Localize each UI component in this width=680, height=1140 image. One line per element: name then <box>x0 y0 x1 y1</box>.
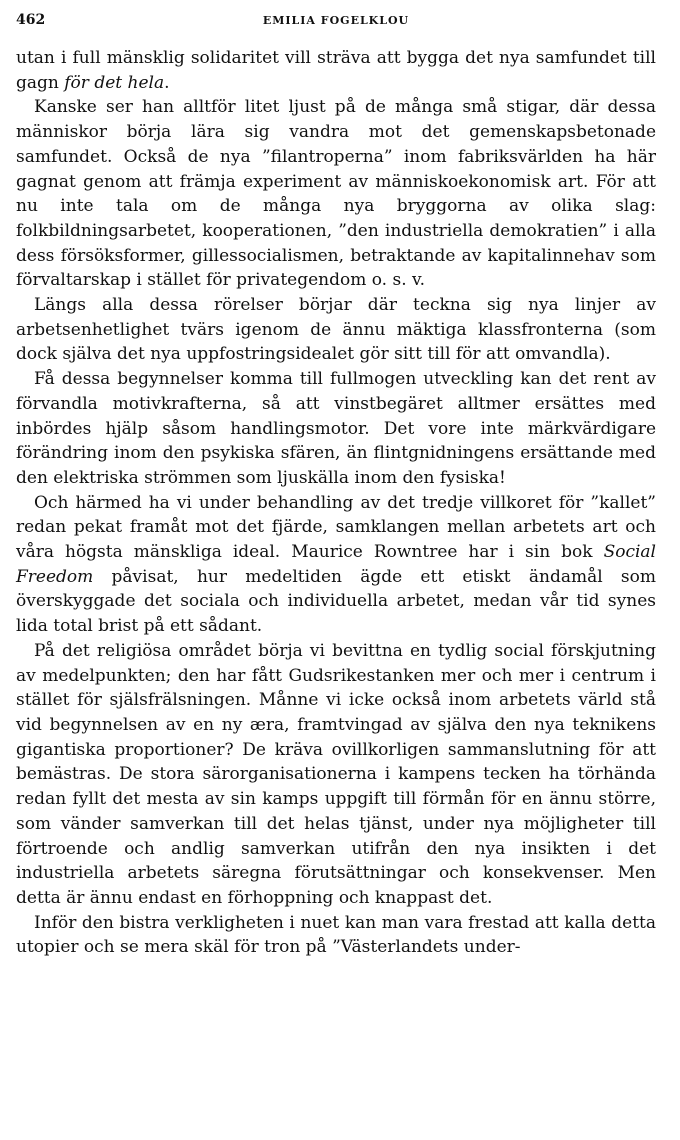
paragraph-5-end: påvisat, hur medeltiden ägde ett etiskt ändamål som överskyggade det sociala och individuella arbetet, medan vår tid synes lida total brist på ett sådant. <box>16 566 656 637</box>
paragraph-7: Inför den bistra verkligheten i nuet kan man vara frestad att kalla detta utopier och se mera skäl för tron på ”Västerlandets under- <box>16 912 656 958</box>
body-text <box>16 46 656 960</box>
page-header <box>16 8 656 40</box>
paragraph-2: Kanske ser han alltför litet ljust på de många små stigar, där dessa människor börja lära sig vandra mot det gemenskapsbetonade samfundet. Också de nya ”filantroperna” inom fabriksvärlden ha här gagnat genom att främja experiment av människoekonomisk art. För att nu inte tala om de många nya bryggorna av olika slag: folkbildningsarbetet, kooperationen, ”den industriella demokratien” i alla dess försöksformer, gillessocialismen, betraktande av kapitalinnehav som förvaltarskap i stället för privategendom o. s. v. <box>16 97 656 291</box>
book-title: Social Freedom <box>16 542 656 587</box>
paragraph-1-italic-phrase: för det hela <box>64 72 165 93</box>
page-number: 462 <box>16 12 46 28</box>
paragraph-5 <box>16 491 656 639</box>
paragraph-6: På det religiösa området börja vi bevittna en tydlig social förskjutning av medelpunkten; den har fått Gudsrikestanken mer och mer i centrum i stället för själsfrälsningen. Månne vi icke också inom arbetets värld stå vid begynnelsen av en ny æra, framtvingad av själva den nya teknikens gigantiska proportioner? De kräva ovillkorligen sammanslutning för att bemästras. De stora särorganisationerna i kampens tecken ha törhända redan fyllt det mesta av sin kamps uppgift till förmån för en ännu större, som vänder samverkan till det helas tjänst, under nya möjligheter till förtroende och andlig samverkan utifrån den nya insikten i det industriella arbetets säregna förutsättningar och konsekvenser. Men detta är ännu endast en förhoppning och knappast det. <box>16 640 656 908</box>
paragraph-1-end: . <box>164 72 170 93</box>
paragraph-1 <box>16 46 656 95</box>
paragraph-3: Längs alla dessa rörelser börjar där teckna sig nya linjer av arbetsenhetlighet tvärs igenom de ännu mäktiga klassfronterna (som dock själva det nya uppfostringsidealet gör sitt till för att omvandla). <box>16 295 656 365</box>
paragraph-4: Få dessa begynnelser komma till fullmogen utveckling kan det rent av förvandla motivkrafterna, så att vinstbegäret alltmer ersättes med inbördes hjälp såsom handlingsmotor. Det vore inte märkvärdigare förändring inom den psykiska sfären, än flintgnidningens ersättande med den elektriska strömmen som ljuskälla inom den fysiska! <box>16 369 656 488</box>
book-page <box>16 8 656 960</box>
running-head: EMILIA FOGELKLOU <box>262 14 410 27</box>
paragraph-1-text: utan i full mänsklig solidaritet vill sträva att bygga det nya samfundet till gagn <box>16 48 656 93</box>
paragraph-5-text: Och härmed ha vi under behandling av det tredje villkoret för ”kallet” redan pekat framåt mot det fjärde, samklangen mellan arbetets art och våra högsta mänskliga ideal. Maurice Rowntree har i sin bok <box>16 492 656 563</box>
